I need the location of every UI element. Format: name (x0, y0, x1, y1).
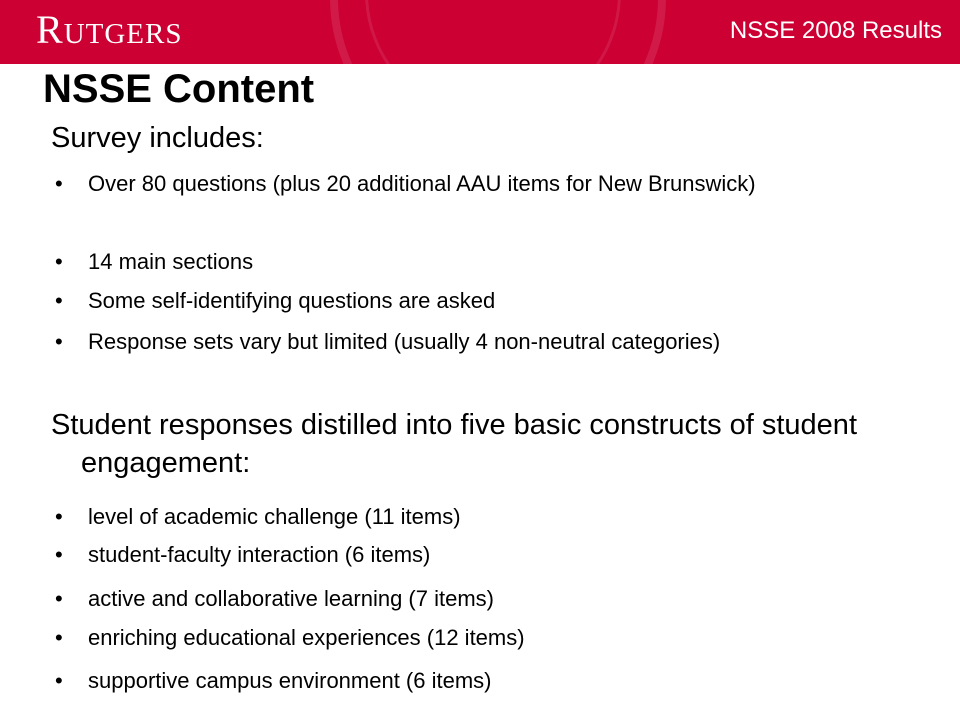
bullet-icon: • (55, 504, 63, 529)
item-text: 14 main sections (88, 249, 254, 274)
item-text: active and collaborative learning (7 items) (88, 586, 494, 611)
construct-academic-challenge (55, 501, 898, 533)
bullet-icon: • (55, 542, 63, 567)
constructs-heading: Student responses distilled into five basic constructs of student engagement: (51, 409, 857, 479)
construct-student-faculty (55, 539, 898, 571)
bullet-icon: • (55, 668, 63, 693)
item-text: Some self-identifying questions are asked (88, 288, 496, 313)
survey-intro: Survey includes: (51, 122, 264, 154)
item-text: supportive campus environment (6 items) (88, 668, 492, 693)
seal-watermark-inner (365, 0, 621, 64)
item-text: Response sets vary but limited (usually 4 non-neutral categories) (88, 329, 721, 354)
construct-supportive-environment (55, 665, 898, 697)
survey-item-response-sets (55, 326, 898, 358)
survey-item-questions (55, 168, 898, 200)
header-title: NSSE 2008 Results (729, 17, 942, 44)
bullet-icon: • (55, 249, 63, 274)
construct-active-learning (55, 583, 898, 615)
item-text: student-faculty interaction (6 items) (88, 542, 431, 567)
bullet-icon: • (55, 171, 63, 196)
item-text: enriching educational experiences (12 items) (88, 625, 525, 650)
bullet-icon: • (55, 586, 63, 611)
header-bar (0, 0, 960, 64)
bullet-icon: • (55, 288, 63, 313)
construct-enriching-experiences (55, 622, 898, 654)
rutgers-logo: RUTGERS (36, 7, 183, 52)
item-text: Over 80 questions (plus 20 additional AAU items for New Brunswick) (88, 171, 756, 196)
bullet-icon: • (55, 625, 63, 650)
item-text: level of academic challenge (11 items) (88, 504, 461, 529)
survey-item-self-identifying (55, 285, 898, 317)
slide-title: NSSE Content (43, 67, 315, 111)
bullet-icon: • (55, 329, 63, 354)
survey-item-sections (55, 246, 898, 278)
